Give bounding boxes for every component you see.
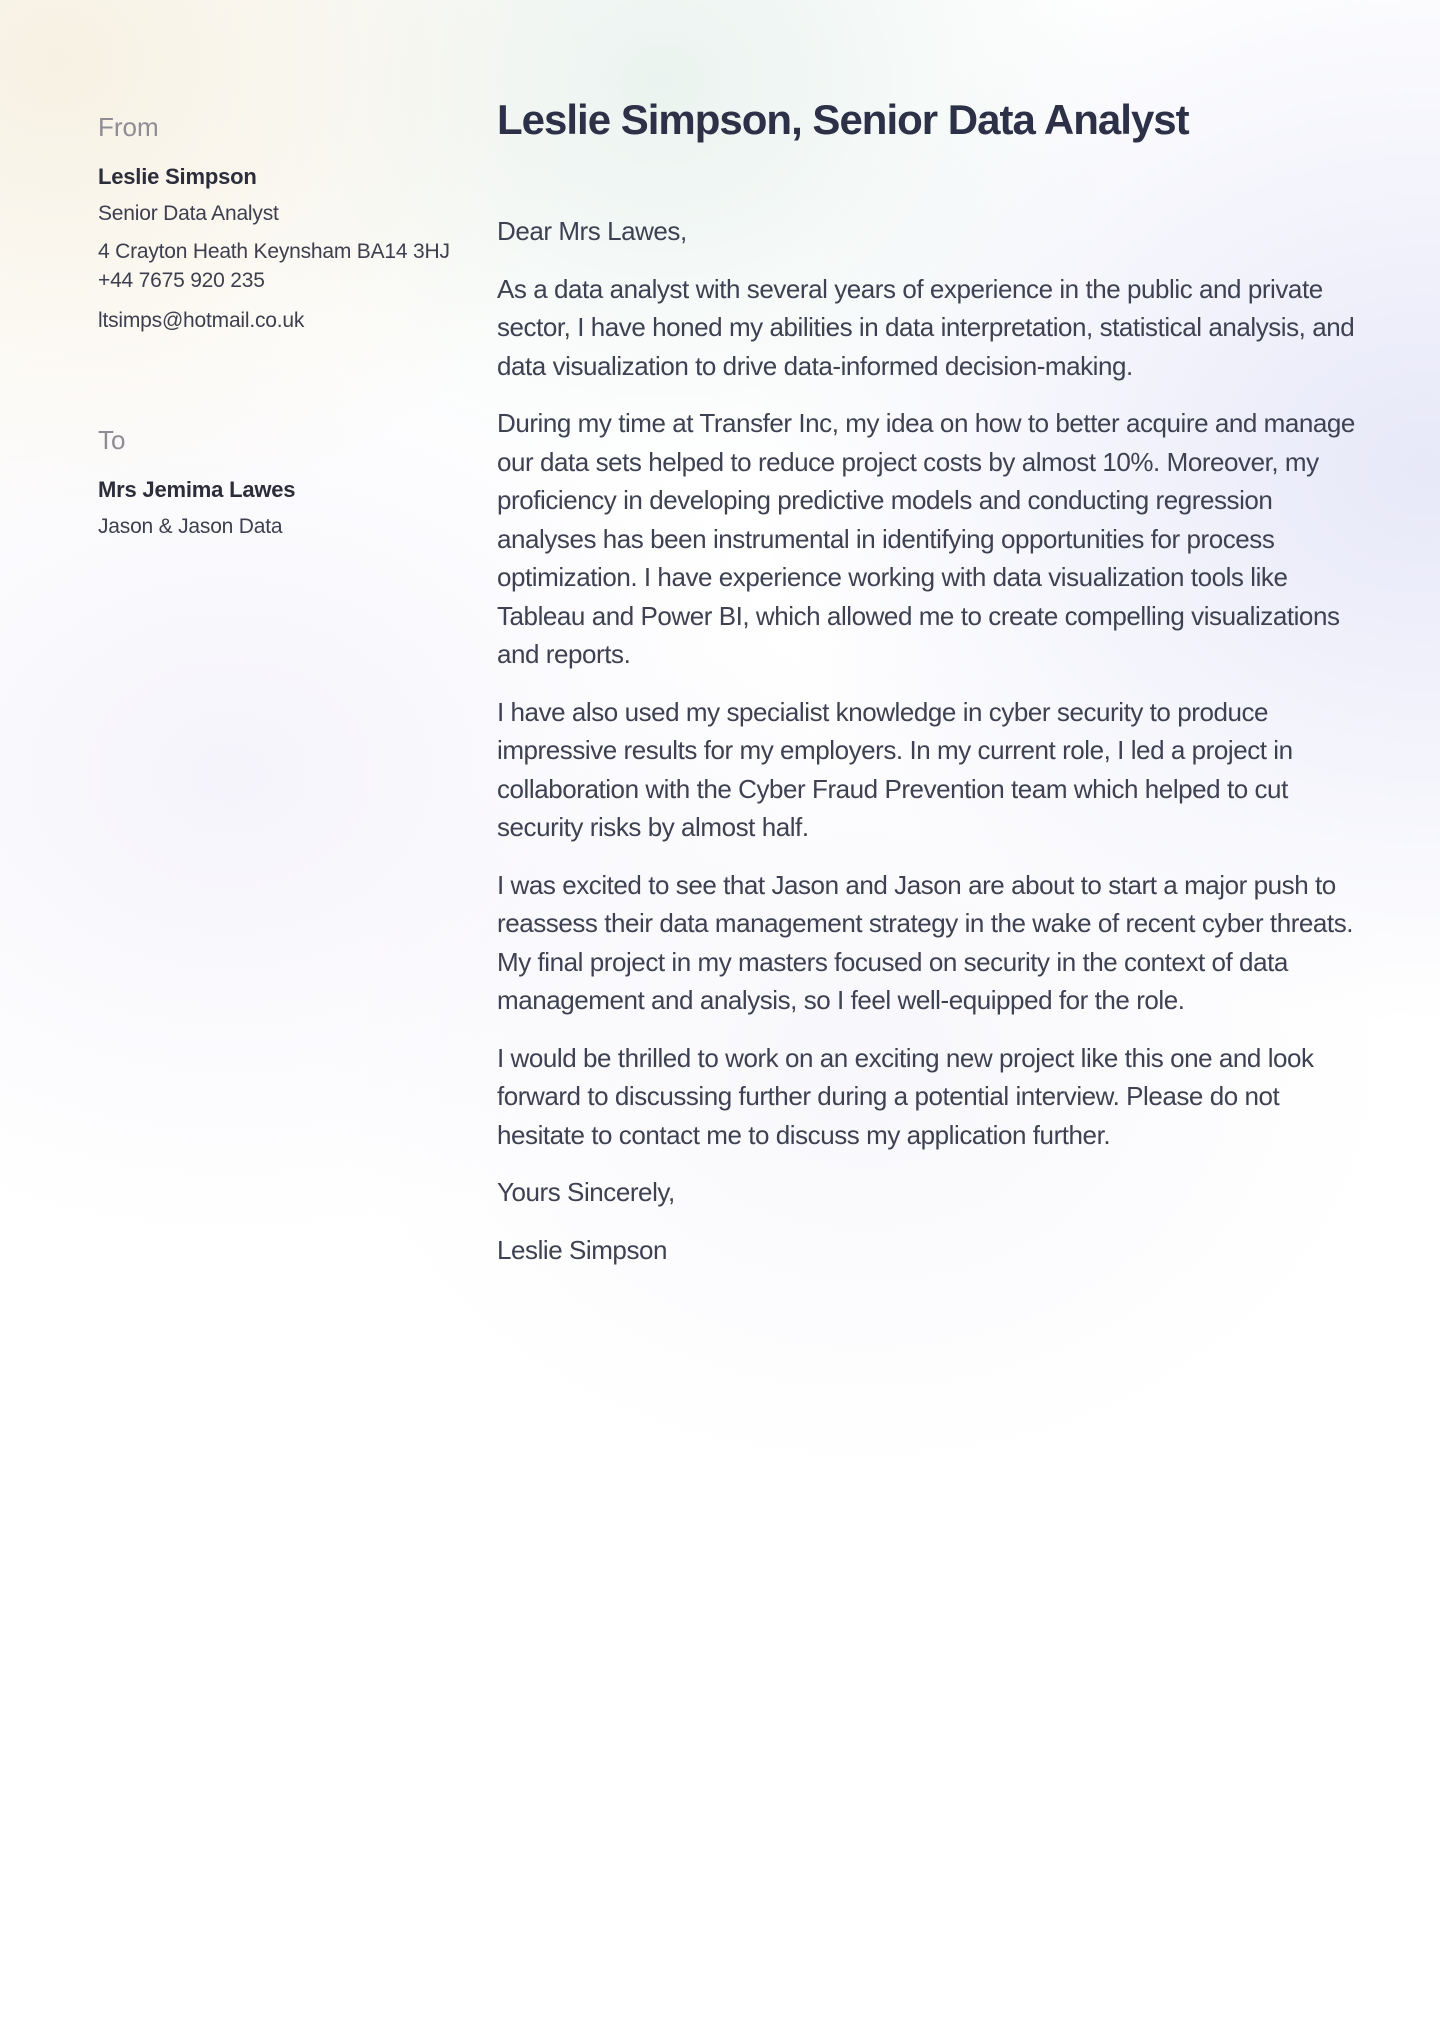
letter-paragraph: I have also used my specialist knowledge in cyber security to produce impressive results for my employers. In my current role, I led a project in collaboration with the Cyber Fraud Prevention team which helped to cut security risks by almost half. xyxy=(497,696,1293,842)
sender-job-title: Senior Data Analyst xyxy=(98,202,279,225)
letter-paragraph: As a data analyst with several years of experience in the public and private sector, I have honed my abilities in data interpretation, statistical analysis, and data visualization to drive data-informed decision-making. xyxy=(497,273,1355,381)
letter-closing: Yours Sincerely, xyxy=(497,1177,675,1207)
letter-paragraph: I was excited to see that Jason and Jason are about to start a major push to reassess their data management strategy in the wake of recent cyber threats. My final project in my masters focused on security in the context of data management and analysis, so I feel well-equipped for the role. xyxy=(497,869,1354,1015)
sender-email: ltsimps@hotmail.co.uk xyxy=(98,309,305,332)
from-label: From xyxy=(98,112,159,142)
sender-recipient-panel xyxy=(98,110,450,541)
letter-body xyxy=(497,95,1357,1288)
recipient-company: Jason & Jason Data xyxy=(98,515,283,538)
sender-contact-block xyxy=(98,237,450,295)
letter-signature: Leslie Simpson xyxy=(497,1234,668,1265)
to-label: To xyxy=(98,425,126,455)
sender-address: 4 Crayton Heath Keynsham BA14 3HJ xyxy=(98,240,450,263)
sender-name: Leslie Simpson xyxy=(98,164,257,189)
letter-title: Leslie Simpson, Senior Data Analyst xyxy=(497,96,1189,143)
letter-paragraph: During my time at Transfer Inc, my idea on how to better acquire and manage our data sets helped to reduce project costs by almost 10%. Moreover, my proficiency in developing predictive models and conducting regression analyses has been instrumental in identifying opportunities for process optimization. I have experience working with data visualization tools like Tableau and Power BI, which allowed me to create compelling visualizations and reports. xyxy=(497,408,1355,669)
letter-paragraph: I would be thrilled to work on an exciting new project like this one and look forward to discussing further during a potential interview. Please do not hesitate to contact me to discuss my application further. xyxy=(497,1042,1314,1150)
sender-phone: +44 7675 920 235 xyxy=(98,269,265,292)
from-section xyxy=(98,110,450,335)
to-section xyxy=(98,423,438,541)
recipient-name: Mrs Jemima Lawes xyxy=(98,477,296,502)
salutation: Dear Mrs Lawes, xyxy=(497,216,687,246)
